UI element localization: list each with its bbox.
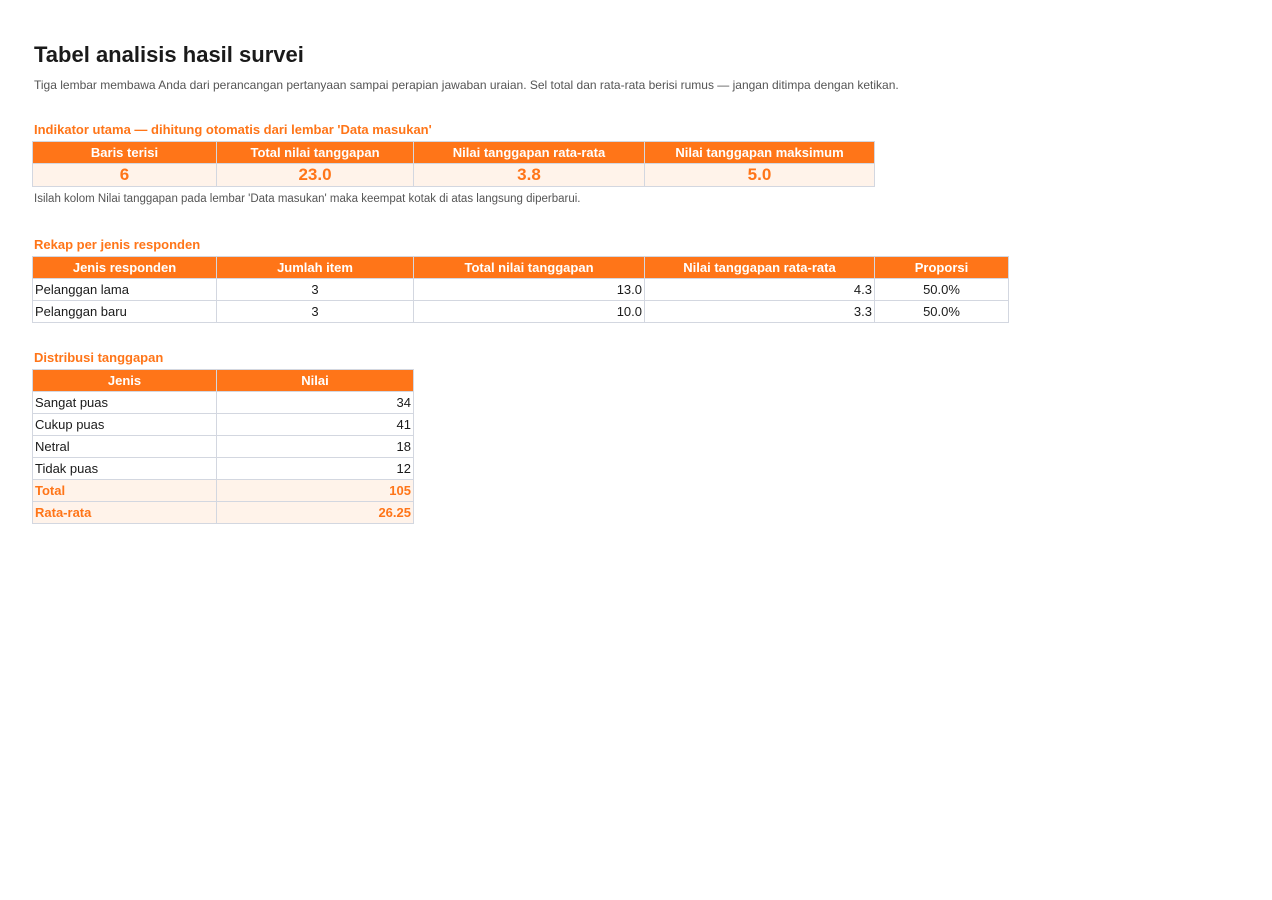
kpi-section-title: Indikator utama — dihitung otomatis dari lembar 'Data masukan' bbox=[34, 122, 432, 137]
rekap-section-title: Rekap per jenis responden bbox=[34, 237, 201, 252]
average-value[interactable]: 26.25 bbox=[217, 502, 414, 524]
table-cell[interactable]: 50.0% bbox=[875, 279, 1009, 301]
table-row bbox=[33, 279, 1009, 301]
table-cell[interactable]: 12 bbox=[217, 458, 414, 480]
table-cell[interactable]: 3.3 bbox=[645, 301, 875, 323]
table-row bbox=[33, 301, 1009, 323]
rekap-header-jumlah: Jumlah item bbox=[217, 257, 414, 279]
table-cell[interactable]: 3 bbox=[217, 301, 414, 323]
kpi-header-maksimum: Nilai tanggapan maksimum bbox=[645, 142, 875, 164]
distribusi-header-nilai: Nilai bbox=[217, 370, 414, 392]
table-cell[interactable]: 10.0 bbox=[414, 301, 645, 323]
rekap-header-total: Total nilai tanggapan bbox=[414, 257, 645, 279]
kpi-value-baris-terisi[interactable]: 6 bbox=[33, 164, 217, 187]
total-label[interactable]: Total bbox=[33, 480, 217, 502]
table-cell[interactable]: 18 bbox=[217, 436, 414, 458]
table-cell[interactable]: 4.3 bbox=[645, 279, 875, 301]
table-cell[interactable]: 41 bbox=[217, 414, 414, 436]
table-cell[interactable]: Cukup puas bbox=[33, 414, 217, 436]
table-cell[interactable]: Sangat puas bbox=[33, 392, 217, 414]
kpi-header-total: Total nilai tanggapan bbox=[217, 142, 414, 164]
table-row bbox=[33, 436, 414, 458]
kpi-header-rata-rata: Nilai tanggapan rata-rata bbox=[414, 142, 645, 164]
rekap-header-rata-rata: Nilai tanggapan rata-rata bbox=[645, 257, 875, 279]
rekap-header-proporsi: Proporsi bbox=[875, 257, 1009, 279]
table-row bbox=[33, 458, 414, 480]
page-title: Tabel analisis hasil survei bbox=[34, 42, 304, 67]
table-row bbox=[33, 414, 414, 436]
total-row bbox=[33, 480, 414, 502]
table-row bbox=[33, 392, 414, 414]
table-cell[interactable]: 13.0 bbox=[414, 279, 645, 301]
rekap-header-jenis: Jenis responden bbox=[33, 257, 217, 279]
kpi-value-maksimum[interactable]: 5.0 bbox=[645, 164, 875, 187]
distribusi-table bbox=[32, 369, 414, 524]
kpi-value-total[interactable]: 23.0 bbox=[217, 164, 414, 187]
table-cell[interactable]: 3 bbox=[217, 279, 414, 301]
rekap-table bbox=[32, 256, 1009, 323]
distribusi-section-title: Distribusi tanggapan bbox=[34, 350, 164, 365]
table-cell[interactable]: 34 bbox=[217, 392, 414, 414]
average-label[interactable]: Rata-rata bbox=[33, 502, 217, 524]
total-value[interactable]: 105 bbox=[217, 480, 414, 502]
kpi-value-rata-rata[interactable]: 3.8 bbox=[414, 164, 645, 187]
distribusi-header-jenis: Jenis bbox=[33, 370, 217, 392]
table-cell[interactable]: Pelanggan baru bbox=[33, 301, 217, 323]
table-cell[interactable]: Pelanggan lama bbox=[33, 279, 217, 301]
kpi-table bbox=[32, 141, 875, 187]
kpi-note: Isilah kolom Nilai tanggapan pada lembar 'Data masukan' maka keempat kotak di atas langsung diperbarui. bbox=[34, 193, 581, 205]
table-cell[interactable]: Netral bbox=[33, 436, 217, 458]
table-cell[interactable]: 50.0% bbox=[875, 301, 1009, 323]
page-description: Tiga lembar membawa Anda dari perancangan pertanyaan sampai perapian jawaban uraian. Sel total dan rata-rata berisi rumus — jangan ditimpa dengan ketikan. bbox=[34, 78, 899, 92]
average-row bbox=[33, 502, 414, 524]
table-cell[interactable]: Tidak puas bbox=[33, 458, 217, 480]
kpi-header-baris-terisi: Baris terisi bbox=[33, 142, 217, 164]
